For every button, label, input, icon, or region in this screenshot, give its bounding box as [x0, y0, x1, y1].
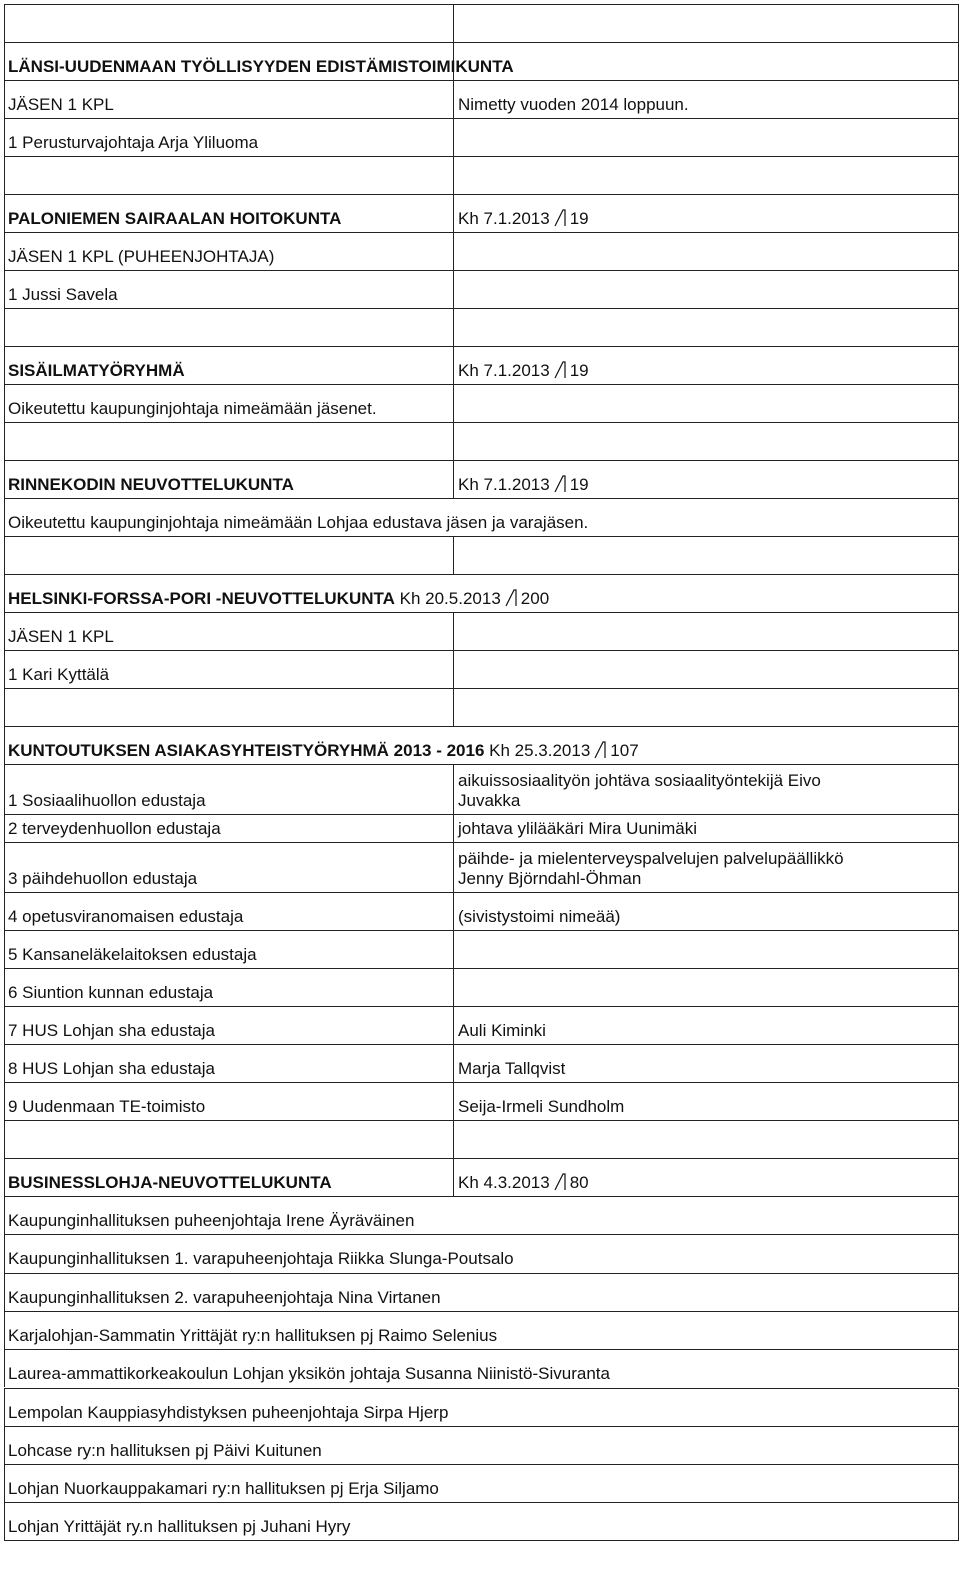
table-row	[4, 42, 959, 80]
right-cell	[454, 347, 958, 384]
table-row	[4, 612, 959, 650]
businesslohja-member: Lempolan Kauppiasyhdistyksen puheenjohtaja Sirpa Hjerp	[8, 1402, 449, 1422]
section-mark-icon	[594, 741, 606, 759]
cell-line	[8, 247, 274, 267]
cell-line-text: JÄSEN 1 KPL	[8, 627, 114, 646]
cell-line	[458, 475, 589, 495]
right-cell	[454, 5, 958, 42]
table-row	[4, 842, 959, 892]
merged-cell	[5, 727, 958, 764]
cell-line-text: Nimetty vuoden 2014 loppuun.	[458, 95, 689, 114]
table-row	[4, 1273, 959, 1311]
table-row	[4, 1426, 959, 1464]
right-cell	[454, 309, 958, 346]
table-row	[4, 422, 959, 460]
paragraph-number: 19	[569, 361, 589, 380]
section-mark-icon	[505, 589, 517, 607]
cell-line	[8, 95, 114, 115]
left-cell	[5, 271, 454, 308]
cell-line	[8, 1173, 332, 1193]
right-cell	[454, 1121, 958, 1158]
right-cell	[454, 815, 958, 842]
table-row	[4, 1388, 959, 1426]
left-cell	[5, 461, 454, 498]
table-row	[4, 460, 959, 498]
table-row	[4, 1082, 959, 1120]
merged-cell	[5, 1235, 958, 1272]
right-cell	[454, 43, 958, 80]
businesslohja-member: Lohcase ry:n hallituksen pj Päivi Kuitunen	[8, 1440, 322, 1460]
cell-line	[8, 665, 109, 685]
right-cell	[454, 157, 958, 194]
member-name: aikuissosiaalityön johtäva sosiaalityöntekijä Eivo	[458, 771, 821, 790]
cell-line-text: PALONIEMEN SAIRAALAN HOITOKUNTA	[8, 209, 342, 228]
member-name: johtava ylilääkäri Mira Uunimäki	[458, 819, 698, 838]
cell-line-text: LÄNSI-UUDENMAAN TYÖLLISYYDEN EDISTÄMISTOIMIKUNTA	[8, 57, 514, 76]
paragraph-number: 19	[569, 475, 589, 494]
left-cell	[5, 1083, 454, 1120]
member-name: Auli Kiminki	[458, 1021, 546, 1040]
right-cell	[454, 233, 958, 270]
left-cell	[5, 843, 454, 892]
paragraph-number: 107	[610, 741, 639, 760]
table-row	[4, 930, 959, 968]
table-row	[4, 536, 959, 574]
cell-line-text: Kh 4.3.2013	[458, 1173, 550, 1192]
table-row	[4, 1349, 959, 1387]
left-cell	[5, 5, 454, 42]
table-row	[4, 574, 959, 612]
merged-cell	[5, 1350, 958, 1387]
left-cell	[5, 765, 454, 814]
left-cell	[5, 119, 454, 156]
businesslohja-member: Kaupunginhallituksen puheenjohtaja Irene Äyräväinen	[8, 1211, 415, 1230]
cell-line-text: 1 Jussi Savela	[8, 285, 118, 304]
right-cell	[454, 765, 958, 814]
right-cell	[454, 81, 958, 118]
table-row	[4, 194, 959, 232]
cell-line-text: HELSINKI-FORSSA-PORI -NEUVOTTELUKUNTA	[8, 589, 395, 608]
cell-line-text: RINNEKODIN NEUVOTTELUKUNTA	[8, 475, 294, 494]
member-name: Marja Tallqvist	[458, 1059, 566, 1078]
cell-line-text: JÄSEN 1 KPL	[8, 95, 114, 114]
right-cell	[454, 689, 958, 726]
paragraph-number: 80	[569, 1173, 589, 1192]
left-cell	[5, 1045, 454, 1082]
cell-line-text: BUSINESSLOHJA-NEUVOTTELUKUNTA	[8, 1173, 332, 1192]
right-cell	[454, 1159, 958, 1196]
right-cell	[454, 423, 958, 460]
left-cell	[5, 1121, 454, 1158]
section-mark-icon	[554, 475, 566, 493]
cell-line	[8, 741, 639, 761]
right-cell	[454, 613, 958, 650]
cell-line	[8, 285, 118, 305]
right-cell	[454, 931, 958, 968]
member-role: 8 HUS Lohjan sha edustaja	[8, 1059, 215, 1078]
table-row	[4, 968, 959, 1006]
table-row	[4, 814, 959, 842]
right-cell	[454, 1083, 958, 1120]
cell-line-text: JÄSEN 1 KPL (PUHEENJOHTAJA)	[8, 247, 275, 266]
table-row	[4, 1158, 959, 1196]
merged-cell	[5, 1465, 958, 1502]
member-role: 7 HUS Lohjan sha edustaja	[8, 1021, 215, 1040]
member-role: 3 päihdehuollon edustaja	[8, 869, 198, 888]
member-role: 4 opetusviranomaisen edustaja	[8, 907, 244, 926]
businesslohja-member: Kaupunginhallituksen 1. varapuheenjohtaja Riikka Slunga-Poutsalo	[8, 1249, 514, 1269]
cell-line	[8, 513, 588, 533]
table-row	[4, 308, 959, 346]
paragraph-number: 19	[569, 209, 589, 228]
left-cell	[5, 385, 454, 422]
table-row	[4, 1120, 959, 1158]
member-role: 9 Uudenmaan TE-toimisto	[8, 1097, 206, 1116]
cell-line-text: 1 Kari Kyttälä	[8, 665, 110, 684]
table-row	[4, 1502, 959, 1540]
businesslohja-member: Karjalohjan-Sammatin Yrittäjät ry:n hallituksen pj Raimo Selenius	[8, 1325, 498, 1345]
businesslohja-member: Lohjan Nuorkauppakamari ry:n hallituksen pj Erja Siljamo	[8, 1479, 439, 1499]
businesslohja-member: Lohjan Yrittäjät ry.n hallituksen pj Juhani Hyry	[8, 1517, 351, 1537]
member-name-cont: Juvakka	[458, 791, 521, 810]
merged-cell	[5, 1312, 958, 1349]
cell-line-text: Kh 7.1.2013	[458, 475, 550, 494]
table-row	[4, 346, 959, 384]
right-cell	[454, 461, 958, 498]
member-name-cont: Jenny Björndahl-Öhman	[458, 869, 642, 888]
table-row	[4, 1311, 959, 1349]
table-row	[4, 270, 959, 308]
cell-line-text: KUNTOUTUKSEN ASIAKASYHTEISTYÖRYHMÄ 2013 - 2016	[8, 741, 485, 760]
table-row	[4, 650, 959, 688]
businesslohja-member: Kaupunginhallituksen 2. varapuheenjohtaja Nina Virtanen	[8, 1287, 441, 1307]
right-cell	[454, 1007, 958, 1044]
cell-line	[458, 209, 589, 229]
table-row	[4, 726, 959, 764]
merged-cell	[5, 1197, 958, 1234]
cell-line-text: 1 Perusturvajohtaja Arja Yliluoma	[8, 133, 259, 152]
right-cell	[454, 385, 958, 422]
table-row	[4, 892, 959, 930]
left-cell	[5, 157, 454, 194]
merged-cell	[5, 499, 958, 536]
cell-line-text: Kh 7.1.2013	[458, 361, 550, 380]
left-cell	[5, 1007, 454, 1044]
section-mark-icon	[554, 1173, 566, 1191]
member-role: 6 Siuntion kunnan edustaja	[8, 983, 214, 1002]
cell-line	[458, 95, 689, 115]
left-cell	[5, 195, 454, 232]
member-role: 5 Kansaneläkelaitoksen edustaja	[8, 945, 257, 964]
table-row	[4, 498, 959, 536]
member-name: päihde- ja mielenterveyspalvelujen palvelupäällikkö	[458, 849, 844, 868]
cell-line	[458, 361, 589, 381]
cell-line-text: Kh 7.1.2013	[458, 209, 550, 228]
cell-line	[8, 209, 341, 229]
cell-line	[8, 399, 377, 419]
cell-line	[8, 361, 185, 381]
left-cell	[5, 689, 454, 726]
left-cell	[5, 537, 454, 574]
merged-cell	[5, 575, 958, 612]
table-row	[4, 1196, 959, 1234]
table-row	[4, 1464, 959, 1502]
left-cell	[5, 931, 454, 968]
table-row	[4, 1044, 959, 1082]
left-cell	[5, 893, 454, 930]
table-row	[4, 1006, 959, 1044]
left-cell	[5, 309, 454, 346]
right-cell	[454, 119, 958, 156]
member-name: Seija-Irmeli Sundholm	[458, 1097, 625, 1116]
businesslohja-member: Laurea-ammattikorkeakoulun Lohjan yksikön johtaja Susanna Niinistö-Sivuranta	[8, 1364, 610, 1384]
section-mark-icon	[554, 209, 566, 227]
merged-cell	[5, 1427, 958, 1464]
right-cell	[454, 843, 958, 892]
merged-cell	[5, 1503, 958, 1539]
right-cell	[454, 271, 958, 308]
table-row	[4, 4, 959, 42]
left-cell	[5, 651, 454, 688]
meeting-ref: Kh 25.3.2013	[484, 741, 591, 760]
left-cell	[5, 43, 514, 80]
table-row	[4, 156, 959, 194]
left-cell	[5, 815, 454, 842]
cell-line	[8, 627, 114, 647]
left-cell	[5, 233, 454, 270]
table-row	[4, 232, 959, 270]
cell-line	[8, 589, 549, 609]
merged-cell	[5, 1274, 958, 1311]
cell-line-text: Oikeutettu kaupunginjohtaja nimeämään Lohjaa edustava jäsen ja varajäsen.	[8, 513, 589, 532]
right-cell	[454, 651, 958, 688]
left-cell	[5, 969, 454, 1006]
left-cell	[5, 613, 454, 650]
left-cell	[5, 347, 454, 384]
table-row	[4, 118, 959, 156]
right-cell	[454, 195, 958, 232]
section-mark-icon	[554, 361, 566, 379]
table-row	[4, 80, 959, 118]
right-cell	[454, 969, 958, 1006]
left-cell	[5, 1159, 454, 1196]
left-cell	[5, 423, 454, 460]
right-cell	[454, 1045, 958, 1082]
member-role: 1 Sosiaalihuollon edustaja	[8, 791, 206, 810]
cell-line	[8, 133, 258, 153]
cell-line-text: SISÄILMATYÖRYHMÄ	[8, 361, 185, 380]
table-row	[4, 764, 959, 814]
merged-cell	[5, 1389, 958, 1426]
cell-line	[458, 1173, 589, 1193]
member-name: (sivistystoimi nimeää)	[458, 907, 621, 926]
cell-line	[8, 475, 294, 495]
right-cell	[454, 537, 958, 574]
paragraph-number: 200	[520, 589, 550, 608]
cell-line-text: Oikeutettu kaupunginjohtaja nimeämään jäsenet.	[8, 399, 377, 418]
table-row	[4, 1234, 959, 1272]
left-cell	[5, 81, 454, 118]
cell-line	[8, 57, 514, 77]
right-cell	[454, 893, 958, 930]
table-row	[4, 688, 959, 726]
member-role: 2 terveydenhuollon edustaja	[8, 819, 221, 838]
table-row	[4, 384, 959, 422]
meeting-ref: Kh 20.5.2013	[394, 589, 501, 608]
